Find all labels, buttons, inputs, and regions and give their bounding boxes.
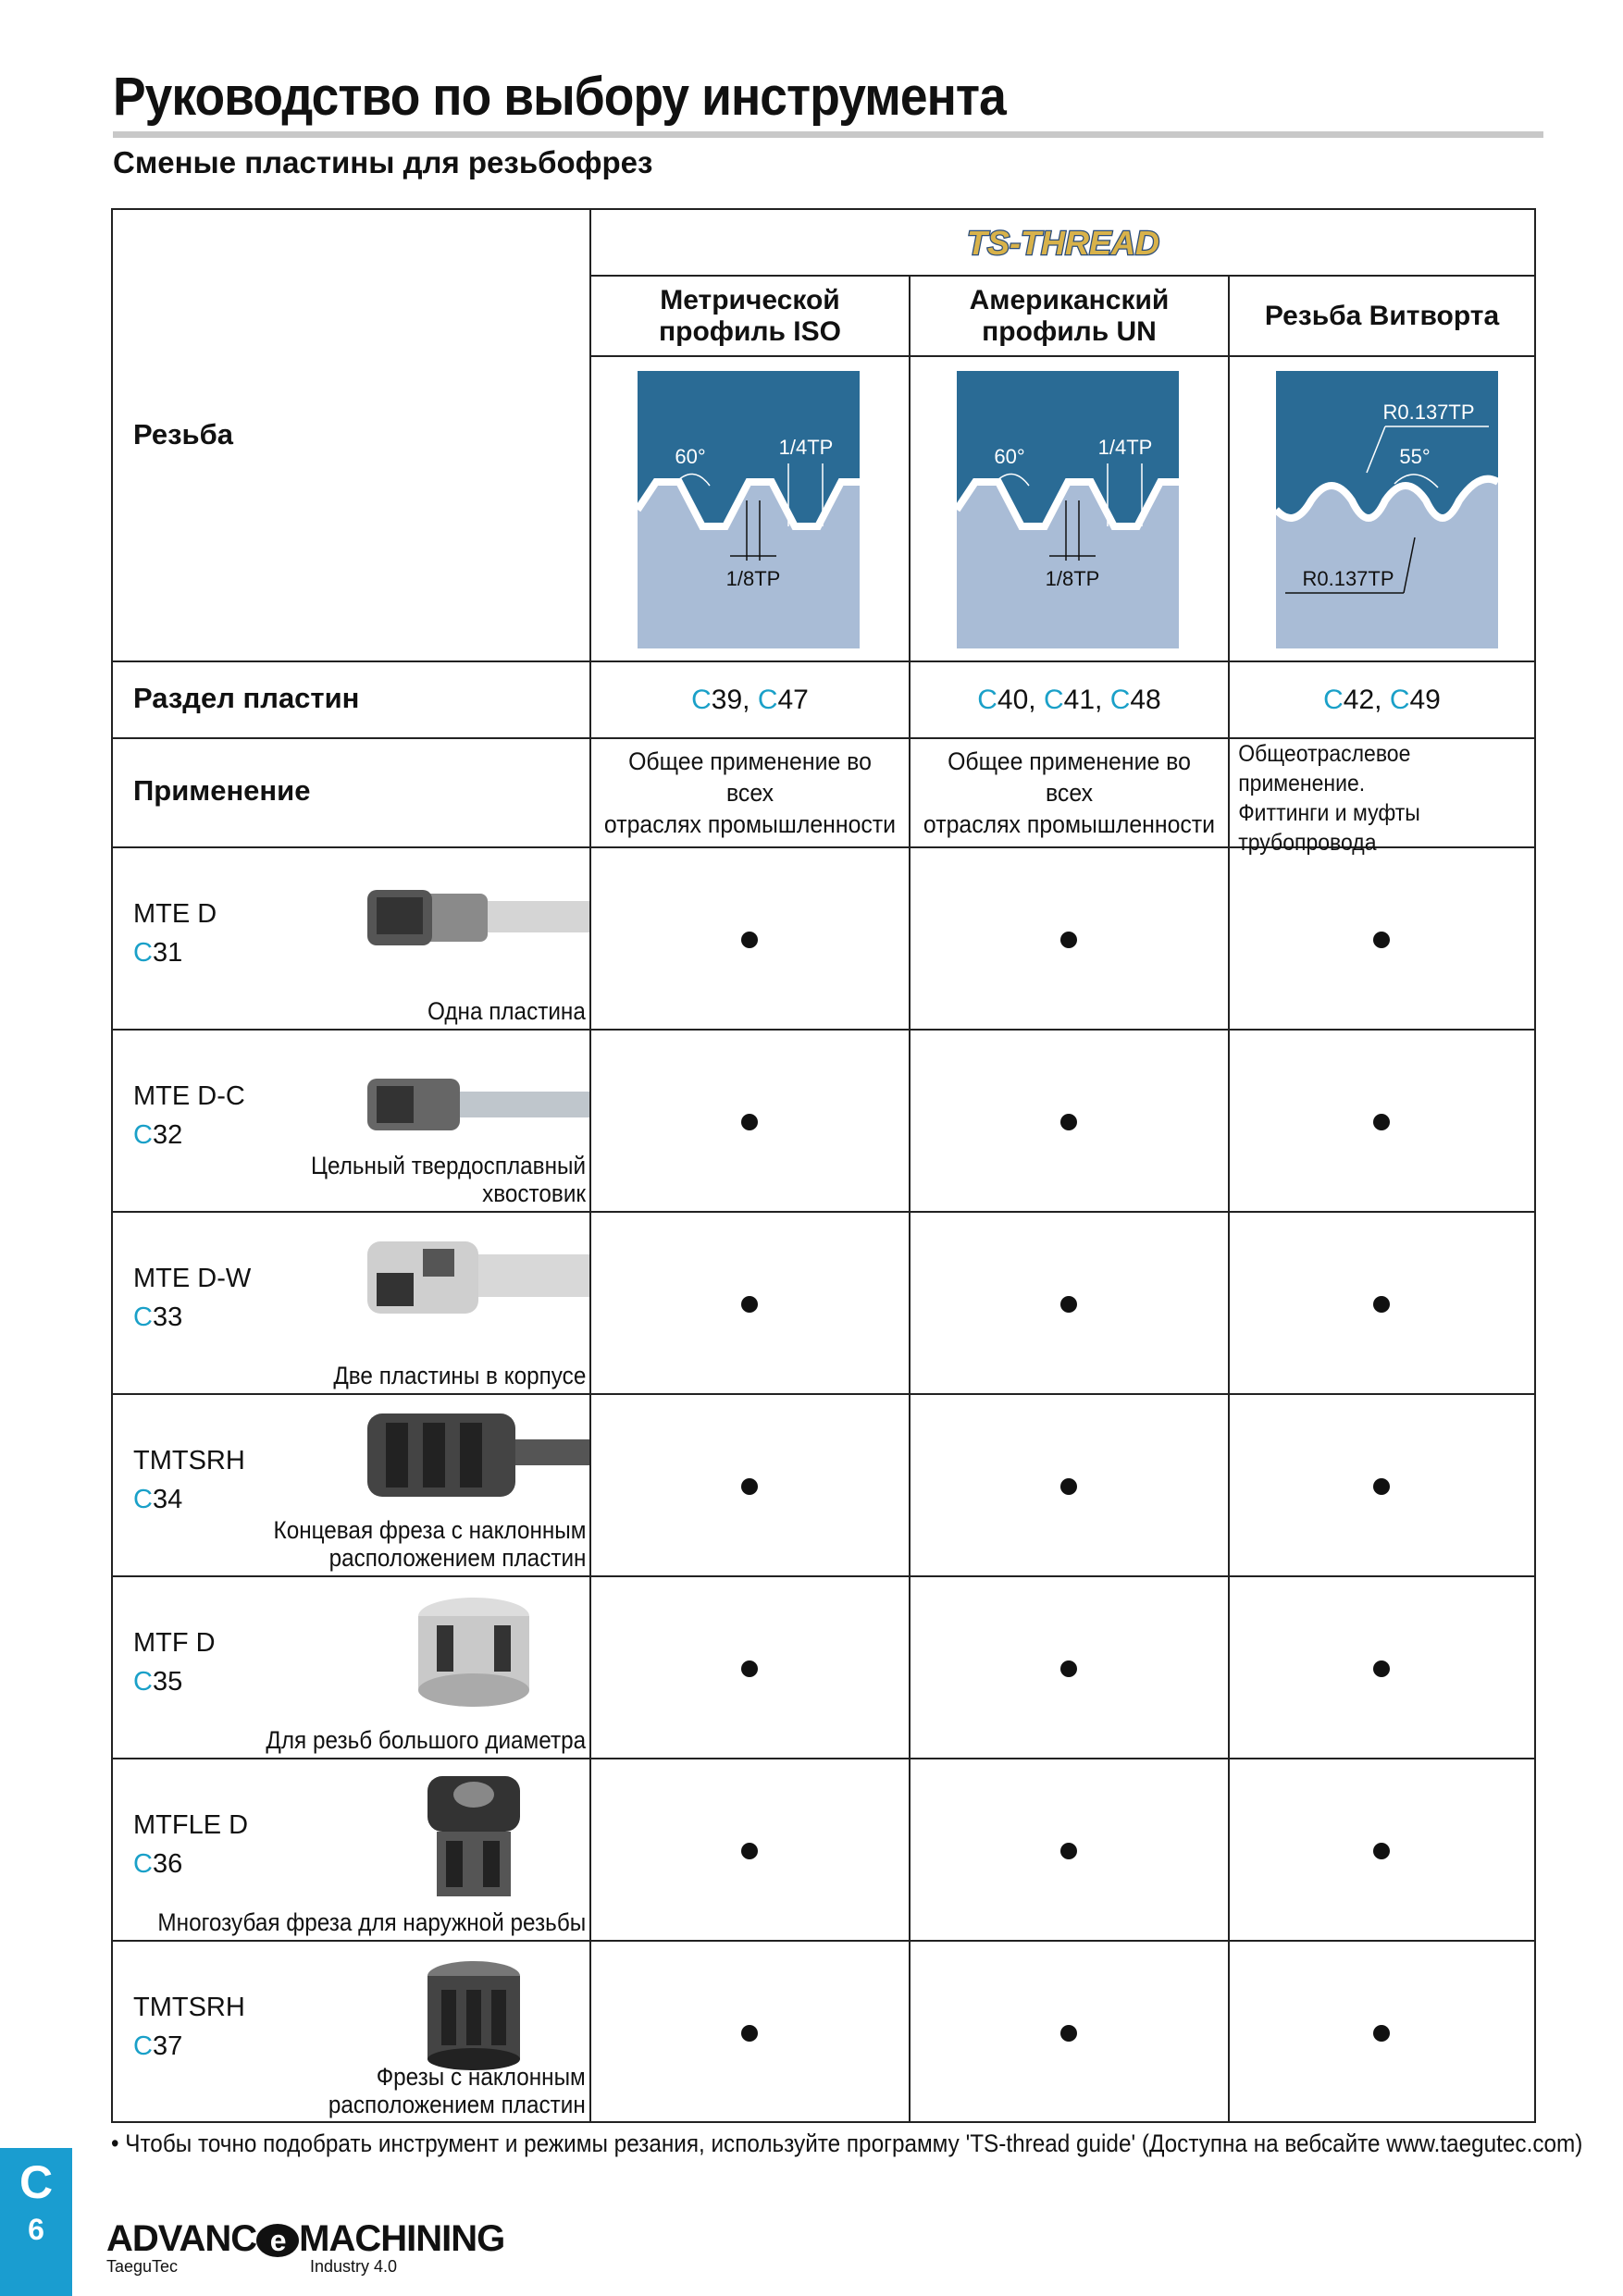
section-tab-letter: C bbox=[19, 2156, 54, 2208]
applicable-mark bbox=[741, 1843, 758, 1859]
applicable-mark bbox=[1373, 2025, 1390, 2042]
svg-text:1/8TP: 1/8TP bbox=[725, 567, 781, 590]
tool-name: MTF D bbox=[133, 1628, 216, 1658]
multi-tooth-cutter-icon bbox=[409, 1767, 539, 1910]
svg-text:60°: 60° bbox=[675, 445, 706, 468]
applicable-mark bbox=[1373, 1843, 1390, 1859]
tool-row bbox=[113, 848, 1534, 1029]
applicable-mark bbox=[1060, 1843, 1077, 1859]
tool-row bbox=[113, 1031, 1534, 1211]
row-label-thread: Резьба bbox=[133, 418, 234, 451]
large-diameter-cutter-icon bbox=[409, 1588, 539, 1713]
tool-catalog-page: C34 bbox=[133, 1485, 183, 1514]
applicable-mark bbox=[1373, 1114, 1390, 1130]
applicable-mark bbox=[1373, 1296, 1390, 1313]
svg-text:1/4TP: 1/4TP bbox=[1097, 436, 1153, 459]
svg-text:60°: 60° bbox=[994, 445, 1025, 468]
tool-description: Одна пластина bbox=[427, 997, 586, 1025]
svg-text:R0.137TP: R0.137TP bbox=[1382, 401, 1475, 424]
page-number: 6 bbox=[28, 2213, 44, 2246]
tool-name: MTE D bbox=[133, 899, 217, 929]
tool-description: Концевая фреза с наклонным расположением пластин bbox=[273, 1516, 586, 1572]
helical-shell-mill-icon bbox=[409, 1953, 539, 2078]
brand-sub-industry: Industry 4.0 bbox=[310, 2257, 398, 2276]
tool-description: Цельный твердосплавный хвостовик bbox=[310, 1152, 586, 1207]
row-label-application: Применение bbox=[133, 774, 311, 807]
svg-text:TS-THREAD: TS-THREAD bbox=[966, 224, 1159, 262]
advance-machining-logo: ADVANC e MACHINING bbox=[106, 2218, 505, 2259]
tool-row bbox=[113, 1759, 1534, 1940]
tool-catalog-page: C35 bbox=[133, 1667, 183, 1697]
single-insert-cutter-icon bbox=[358, 881, 589, 959]
svg-text:1/8TP: 1/8TP bbox=[1045, 567, 1100, 590]
tool-name: TMTSRH bbox=[133, 1993, 245, 2022]
applicable-mark bbox=[1373, 1478, 1390, 1495]
tool-description: Многозубая фреза для наружной резьбы bbox=[157, 1908, 586, 1936]
insert-section-whitworth: C 42 , C 49 bbox=[1323, 684, 1441, 715]
svg-text:R0.137TP: R0.137TP bbox=[1302, 567, 1394, 590]
tool-name: TMTSRH bbox=[133, 1446, 245, 1475]
application-iso: Общее применение во всех отраслях промышленности bbox=[603, 747, 897, 838]
helical-end-mill-icon bbox=[358, 1404, 589, 1511]
applicable-mark bbox=[741, 1296, 758, 1313]
applicable-mark bbox=[1373, 1660, 1390, 1677]
tool-name: MTE D-C bbox=[133, 1081, 245, 1111]
applicable-mark bbox=[741, 1660, 758, 1677]
tool-catalog-page: C33 bbox=[133, 1302, 183, 1332]
applicable-mark bbox=[1060, 1478, 1077, 1495]
footnote: • Чтобы точно подобрать инструмент и режимы резания, используйте программу 'TS-thread guide' (Доступна на вебсайте www.taegutec.com) bbox=[111, 2129, 1583, 2157]
tool-row bbox=[113, 1577, 1534, 1758]
applicable-mark bbox=[741, 1114, 758, 1130]
insert-section-un: C 40 , C 41 , C 48 bbox=[977, 684, 1161, 715]
tool-catalog-page: C36 bbox=[133, 1849, 183, 1879]
tool-catalog-page: C37 bbox=[133, 2031, 183, 2061]
page-subtitle: Сменые пластины для резьбофрез bbox=[113, 145, 653, 179]
title-rule bbox=[113, 131, 1543, 138]
tool-rows bbox=[113, 210, 1534, 2121]
svg-text:55°: 55° bbox=[1399, 445, 1431, 468]
tool-name: MTE D-W bbox=[133, 1264, 252, 1293]
insert-section-iso: C 39 , C 47 bbox=[691, 684, 809, 715]
applicable-mark bbox=[741, 932, 758, 948]
tool-catalog-page: C32 bbox=[133, 1120, 183, 1150]
tool-description: Фрезы с наклонным расположением пластин bbox=[328, 2063, 586, 2118]
applicable-mark bbox=[1373, 932, 1390, 948]
col-header-iso: Метрической профиль ISO bbox=[659, 284, 841, 347]
applicable-mark bbox=[741, 1478, 758, 1495]
application-un: Общее применение во всех отраслях промышленности bbox=[923, 747, 1216, 838]
applicable-mark bbox=[1060, 1660, 1077, 1677]
selection-table bbox=[111, 208, 1536, 2123]
col-header-whitworth: Резьба Витворта bbox=[1264, 300, 1500, 331]
tool-description: Для резьб большого диаметра bbox=[266, 1726, 586, 1754]
svg-text:1/4TP: 1/4TP bbox=[778, 436, 834, 459]
applicable-mark bbox=[1060, 1114, 1077, 1130]
tool-description: Две пластины в корпусе bbox=[333, 1362, 586, 1389]
application-whitworth: Общеотраслевое применение. Фиттинги и муфты трубопровода bbox=[1238, 741, 1420, 856]
tool-catalog-page: C31 bbox=[133, 938, 183, 968]
tool-row bbox=[113, 1395, 1534, 1575]
applicable-mark bbox=[1060, 1296, 1077, 1313]
applicable-mark bbox=[741, 2025, 758, 2042]
tool-row bbox=[113, 1942, 1534, 2122]
double-insert-cutter-icon bbox=[358, 1236, 589, 1324]
row-label-insert-section: Раздел пластин bbox=[133, 682, 360, 714]
applicable-mark bbox=[1060, 932, 1077, 948]
carbide-shank-cutter-icon bbox=[358, 1068, 589, 1146]
tool-name: MTFLE D bbox=[133, 1810, 249, 1840]
brand-sub-taegutec: TaeguTec bbox=[106, 2257, 179, 2276]
applicable-mark bbox=[1060, 2025, 1077, 2042]
page-title: Руководство по выбору инструмента bbox=[113, 67, 1006, 127]
tool-row bbox=[113, 1213, 1534, 1393]
col-header-un: Американский профиль UN bbox=[969, 284, 1170, 347]
